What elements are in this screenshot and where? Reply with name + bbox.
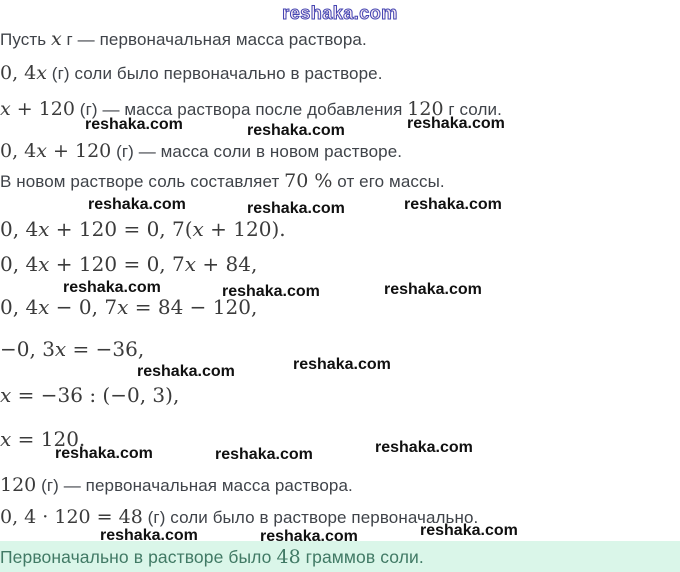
math-segment: + 120).: [203, 217, 286, 241]
math-segment: x: [0, 383, 12, 407]
text-segment: (г) — масса соли в новом растворе.: [111, 142, 403, 161]
math-segment: x: [38, 295, 50, 319]
math-segment: x: [0, 427, 12, 451]
math-segment: 120: [407, 98, 444, 120]
watermark-text: reshaka.com: [88, 196, 186, 213]
watermark-text: reshaka.com: [222, 283, 320, 300]
watermark-text: reshaka.com: [215, 446, 313, 463]
text-segment: (г) — первоначальная масса раствора.: [36, 476, 353, 495]
math-segment: x: [38, 217, 50, 241]
math-segment: x: [184, 252, 197, 276]
math-segment: x: [51, 28, 62, 50]
math-segment: = 120.: [11, 427, 86, 451]
math-segment: 48: [276, 545, 301, 568]
equation-line: [0, 217, 286, 242]
solution-text-line: [0, 28, 367, 50]
equation-line: [0, 383, 179, 408]
text-segment: от его массы.: [332, 172, 445, 191]
math-segment: 0, 4: [0, 217, 39, 241]
math-segment: = 84 − 120,: [128, 295, 258, 319]
answer-text: [0, 546, 424, 568]
text-segment: г — первоначальная масса раствора.: [61, 30, 367, 49]
watermark-text: reshaka.com: [293, 356, 391, 373]
watermark-text: reshaka.com: [404, 196, 502, 213]
math-segment: 0, 4: [0, 62, 37, 84]
watermark-text: reshaka.com: [63, 279, 161, 296]
math-segment: 70 %: [284, 170, 333, 192]
solution-text-line: [0, 506, 478, 528]
math-segment: x: [36, 62, 47, 84]
math-segment: + 120 = 0, 7: [49, 252, 185, 276]
math-segment: −0, 3: [0, 337, 55, 361]
text-segment: (г) соли было в растворе первоначально.: [142, 508, 479, 527]
math-segment: + 120: [10, 98, 75, 120]
math-segment: 0, 4: [0, 140, 37, 162]
watermark-text: reshaka.com: [375, 439, 473, 456]
watermark-text: reshaka.com: [55, 445, 153, 462]
watermark-text: reshaka.com: [247, 122, 345, 139]
solution-text-line: [0, 140, 402, 162]
site-logo: reshaka.com: [282, 3, 398, 23]
equation-line: [0, 252, 257, 277]
watermark-text: reshaka.com: [137, 363, 235, 380]
math-segment: − 0, 7: [49, 295, 118, 319]
math-segment: 0, 4 · 120 = 48: [0, 506, 143, 528]
math-segment: + 120 = 0, 7(: [49, 217, 193, 241]
watermark-text: reshaka.com: [407, 115, 505, 132]
solution-text-line: [0, 170, 445, 192]
text-segment: (г) соли было первоначально в растворе.: [46, 64, 383, 83]
text-segment: Пусть: [0, 30, 51, 49]
math-segment: x: [192, 217, 204, 241]
math-segment: x: [36, 140, 47, 162]
math-segment: 0, 4: [0, 252, 39, 276]
watermark-text: reshaka.com: [384, 281, 482, 298]
math-segment: 120: [0, 474, 37, 496]
math-segment: x: [117, 295, 129, 319]
text-segment: г соли.: [443, 100, 502, 119]
math-segment: x: [54, 337, 67, 361]
math-segment: = −36 : (−0, 3),: [11, 383, 180, 407]
solution-text-line: [0, 474, 353, 496]
solution-text-line: [0, 62, 383, 84]
math-segment: = −36,: [66, 337, 145, 361]
text-segment: (г) — масса раствора после добавления: [74, 100, 408, 119]
watermark-text: reshaka.com: [420, 522, 518, 539]
math-segment: 0, 4: [0, 295, 39, 319]
equation-line: [0, 337, 144, 362]
math-segment: x: [0, 98, 11, 120]
math-segment: + 120: [46, 140, 112, 162]
text-segment: граммов соли.: [300, 546, 424, 567]
equation-line: [0, 295, 257, 320]
text-segment: В новом растворе соль составляет: [0, 172, 285, 191]
math-segment: x: [38, 252, 50, 276]
watermark-text: reshaka.com: [100, 527, 198, 544]
watermark-text: reshaka.com: [85, 116, 183, 133]
math-segment: + 84,: [196, 252, 258, 276]
watermark-text: reshaka.com: [260, 528, 358, 545]
watermark-text: reshaka.com: [247, 200, 345, 217]
text-segment: Первоначально в растворе было: [0, 546, 277, 567]
